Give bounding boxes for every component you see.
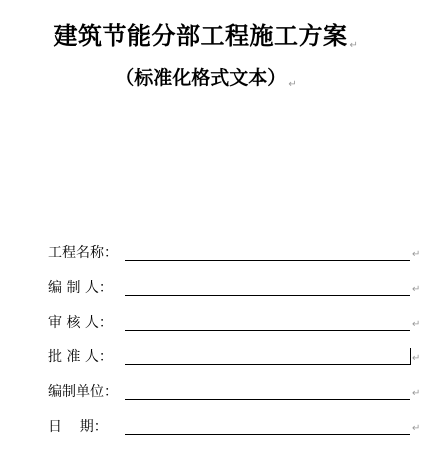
field-compiler[interactable]: [48, 278, 421, 300]
field-organization[interactable]: [48, 382, 421, 404]
text-cursor: [410, 348, 411, 365]
fill-in-line[interactable]: [125, 434, 410, 435]
fill-in-line[interactable]: [125, 295, 410, 296]
paragraph-mark-icon: ↵: [349, 40, 359, 51]
paragraph-mark-icon: ↵: [412, 353, 421, 364]
field-reviewer[interactable]: [48, 313, 421, 335]
fill-in-line[interactable]: [125, 330, 410, 331]
document-subtitle-text: （标准化格式文本）: [115, 67, 287, 89]
field-label: 编 制 人：: [48, 280, 113, 296]
field-label: 工程名称：: [48, 245, 118, 261]
paragraph-mark-icon: ↵: [288, 79, 297, 90]
field-label: 编制单位：: [48, 384, 118, 400]
field-label: 日 期：: [48, 419, 108, 435]
fill-in-line[interactable]: [125, 260, 410, 261]
field-label: 批 准 人：: [48, 349, 113, 365]
field-date[interactable]: [48, 417, 421, 439]
field-project-name[interactable]: [48, 243, 421, 265]
paragraph-mark-icon: ↵: [412, 319, 421, 330]
document-title: [0, 16, 412, 51]
paragraph-mark-icon: ↵: [412, 284, 421, 295]
field-approver[interactable]: [48, 347, 421, 369]
fill-in-line[interactable]: [125, 364, 410, 365]
document-title-text: 建筑节能分部工程施工方案: [53, 21, 348, 50]
field-label: 审 核 人：: [48, 315, 113, 331]
fill-in-line[interactable]: [125, 399, 410, 400]
paragraph-mark-icon: ↵: [412, 423, 421, 434]
paragraph-mark-icon: ↵: [412, 249, 421, 260]
document-subtitle: [0, 63, 412, 90]
paragraph-mark-icon: ↵: [412, 388, 421, 399]
